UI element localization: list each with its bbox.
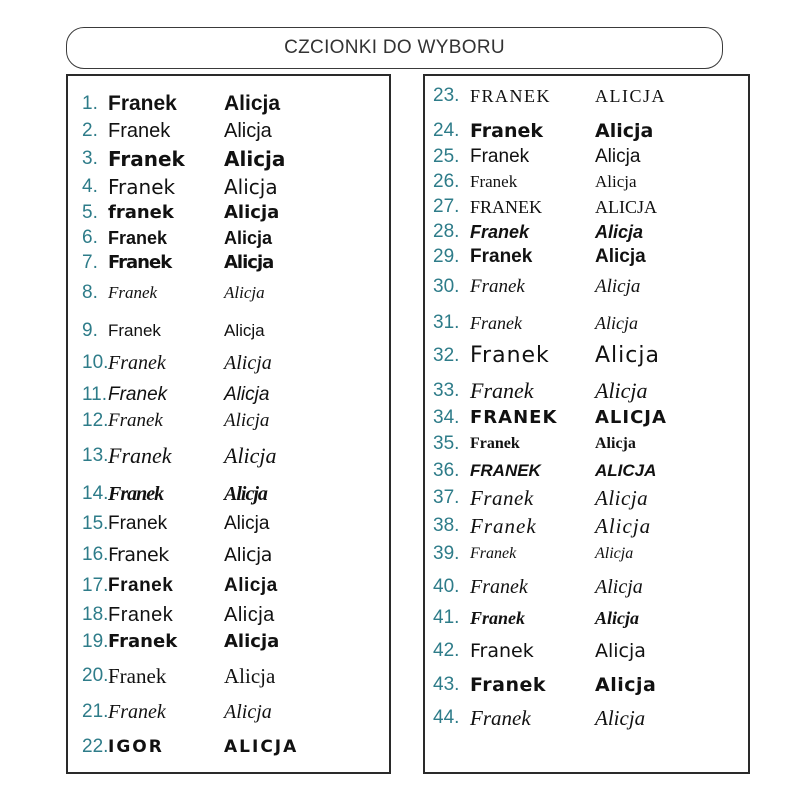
sample-text-first: Franek bbox=[108, 483, 164, 505]
sample-text-first: Franek bbox=[470, 674, 547, 696]
sample-text-first: Franek bbox=[470, 608, 526, 628]
sample-text-first: Franek bbox=[470, 545, 517, 562]
sample-text-second: Alicja bbox=[595, 435, 636, 452]
sample-text-second: ALICJA bbox=[224, 737, 299, 757]
font-number: 13. bbox=[82, 445, 109, 466]
font-number: 17. bbox=[82, 575, 109, 596]
font-number: 22. bbox=[82, 736, 109, 757]
sample-text-second: Alicja bbox=[224, 410, 270, 431]
font-number: 39. bbox=[433, 543, 460, 564]
sample-text-first: Franek bbox=[108, 575, 174, 596]
font-number: 44. bbox=[433, 707, 460, 728]
sample-text-second: Alicja bbox=[224, 604, 275, 626]
sample-text-first: Franek bbox=[108, 321, 161, 340]
font-number: 12. bbox=[82, 410, 109, 431]
sample-text-second: Alicja bbox=[224, 513, 270, 534]
sample-text-second: Alicja bbox=[595, 514, 652, 538]
sample-text-second: Alicja bbox=[224, 252, 274, 273]
sample-text-first: FRANEK bbox=[470, 197, 543, 217]
font-number: 18. bbox=[82, 604, 109, 625]
sample-text-second: Alicja bbox=[224, 443, 277, 468]
sample-text-second: ALICJA bbox=[595, 197, 657, 217]
font-number: 6. bbox=[82, 227, 98, 248]
sample-text-first: Franek bbox=[108, 352, 166, 374]
page-title: CZCIONKI DO WYBORU bbox=[66, 27, 723, 69]
sample-text-second: Alicja bbox=[595, 545, 634, 562]
sample-text-second: Alicja bbox=[595, 378, 648, 403]
sample-text-second: Alicja bbox=[595, 486, 649, 510]
font-number: 2. bbox=[82, 120, 98, 141]
sample-text-first: Franek bbox=[470, 222, 530, 242]
font-number: 3. bbox=[82, 148, 98, 169]
sample-text-first: Franek bbox=[470, 486, 534, 510]
font-number: 27. bbox=[433, 196, 460, 217]
font-number: 34. bbox=[433, 407, 460, 428]
sample-text-second: Alicja bbox=[224, 175, 278, 199]
sample-text-first: Franek bbox=[470, 514, 537, 538]
sample-text-first: Franek bbox=[108, 443, 172, 468]
font-number: 16. bbox=[82, 544, 109, 565]
sample-text-first: Franek bbox=[470, 313, 522, 333]
sample-text-first: Franek bbox=[108, 283, 158, 302]
sample-text-second: Alicja bbox=[224, 631, 280, 652]
sample-text-second: Alicja bbox=[595, 222, 644, 242]
font-number: 20. bbox=[82, 665, 109, 686]
sample-text-first: Franek bbox=[108, 175, 176, 199]
font-number: 43. bbox=[433, 674, 460, 695]
sample-text-second: Alicja bbox=[224, 701, 272, 723]
sample-text-first: Franek bbox=[108, 513, 168, 534]
sample-text-first: Franek bbox=[108, 604, 174, 626]
sample-text-second: Alicja bbox=[595, 343, 660, 368]
sample-text-second: Alicja bbox=[595, 640, 646, 662]
font-list-left bbox=[66, 74, 391, 774]
sample-text-first: franek bbox=[108, 202, 174, 223]
sample-text-first: Franek bbox=[108, 664, 167, 688]
font-number: 19. bbox=[82, 631, 109, 652]
sample-text-first: Franek bbox=[470, 246, 533, 267]
sample-text-first: FRANEK bbox=[470, 461, 541, 480]
font-number: 28. bbox=[433, 221, 460, 242]
sample-text-second: Alicja bbox=[224, 283, 265, 302]
sample-text-second: Alicja bbox=[595, 608, 639, 628]
sample-text-second: ALICJA bbox=[595, 86, 666, 106]
font-number: 37. bbox=[433, 487, 460, 508]
sample-text-second: Alicja bbox=[224, 575, 278, 596]
font-number: 26. bbox=[433, 171, 460, 192]
sample-text-first: Franek bbox=[470, 120, 544, 142]
font-number: 23. bbox=[433, 85, 460, 106]
font-number: 15. bbox=[82, 513, 109, 534]
sample-text-first: Franek bbox=[108, 701, 166, 723]
font-number: 9. bbox=[82, 320, 98, 341]
font-number: 29. bbox=[433, 246, 460, 267]
sample-text-second: Alicja bbox=[224, 120, 272, 142]
sample-text-second: Alicja bbox=[224, 544, 272, 566]
sample-text-second: Alicja bbox=[224, 147, 286, 171]
sample-text-second: Alicja bbox=[595, 706, 646, 730]
sample-text-second: Alicja bbox=[595, 172, 637, 191]
sample-text-first: Franek bbox=[108, 120, 171, 142]
font-number: 10. bbox=[82, 352, 109, 373]
sample-text-second: ALICJA bbox=[595, 407, 667, 428]
sample-text-first: Franek bbox=[470, 276, 525, 297]
sample-text-second: Alicja bbox=[224, 664, 276, 688]
sample-text-first: Franek bbox=[108, 410, 163, 431]
sample-text-second: Alicja bbox=[595, 276, 641, 297]
font-number: 32. bbox=[433, 345, 460, 366]
sample-text-first: Franek bbox=[470, 343, 550, 368]
sample-text-first: Franek bbox=[470, 576, 528, 598]
font-number: 30. bbox=[433, 276, 460, 297]
font-number: 14. bbox=[82, 483, 109, 504]
font-number: 11. bbox=[82, 384, 108, 405]
sample-text-second: Alicja bbox=[224, 352, 272, 374]
sample-text-second: Alicja bbox=[224, 228, 273, 248]
sample-text-second: Alicja bbox=[595, 146, 641, 167]
font-number: 35. bbox=[433, 433, 460, 454]
sample-text-first: Franek bbox=[470, 706, 531, 730]
font-number: 41. bbox=[433, 607, 460, 628]
sample-text-first: FRANEK bbox=[470, 407, 558, 428]
sample-text-first: Franek bbox=[470, 146, 530, 167]
font-number: 21. bbox=[82, 701, 109, 722]
sample-text-first: Franek bbox=[108, 544, 169, 566]
font-number: 25. bbox=[433, 146, 460, 167]
sample-text-second: Alicja bbox=[595, 576, 643, 598]
sample-text-second: Alicja bbox=[224, 483, 267, 505]
sample-text-second: Alicja bbox=[595, 120, 654, 142]
font-number: 31. bbox=[433, 312, 460, 333]
font-number: 42. bbox=[433, 640, 460, 661]
sample-text-first: IGOR bbox=[108, 737, 164, 757]
sample-text-second: Alicja bbox=[224, 202, 280, 223]
font-number: 4. bbox=[82, 176, 98, 197]
font-number: 33. bbox=[433, 380, 460, 401]
sample-text-first: Franek bbox=[108, 147, 185, 171]
font-list-right bbox=[423, 74, 750, 774]
font-number: 8. bbox=[82, 282, 98, 303]
sample-text-second: Alicja bbox=[224, 321, 265, 340]
sample-text-first: FRANEK bbox=[470, 86, 552, 106]
sample-text-first: Franek bbox=[108, 92, 177, 115]
sample-text-second: Alicja bbox=[224, 92, 281, 115]
sample-text-first: Franek bbox=[470, 640, 534, 662]
sample-text-first: Franek bbox=[470, 172, 518, 191]
font-number: 38. bbox=[433, 515, 460, 536]
sample-text-second: Alicja bbox=[224, 384, 270, 405]
sample-text-first: Franek bbox=[470, 378, 534, 403]
font-number: 1. bbox=[82, 93, 98, 114]
font-number: 24. bbox=[433, 120, 460, 141]
sample-text-second: Alicja bbox=[595, 246, 646, 267]
sample-text-first: Franek bbox=[470, 435, 520, 452]
font-number: 5. bbox=[82, 202, 98, 223]
sample-text-first: Franek bbox=[108, 384, 168, 405]
sample-text-first: Franek bbox=[108, 252, 172, 273]
sample-text-second: Alicja bbox=[595, 313, 638, 333]
sample-text-second: ALICJA bbox=[595, 461, 657, 480]
font-number: 36. bbox=[433, 460, 460, 481]
font-number: 7. bbox=[82, 252, 98, 273]
sample-text-first: Franek bbox=[108, 631, 178, 652]
sample-text-second: Alicja bbox=[595, 674, 657, 696]
font-number: 40. bbox=[433, 576, 460, 597]
sample-text-first: Franek bbox=[108, 228, 168, 248]
